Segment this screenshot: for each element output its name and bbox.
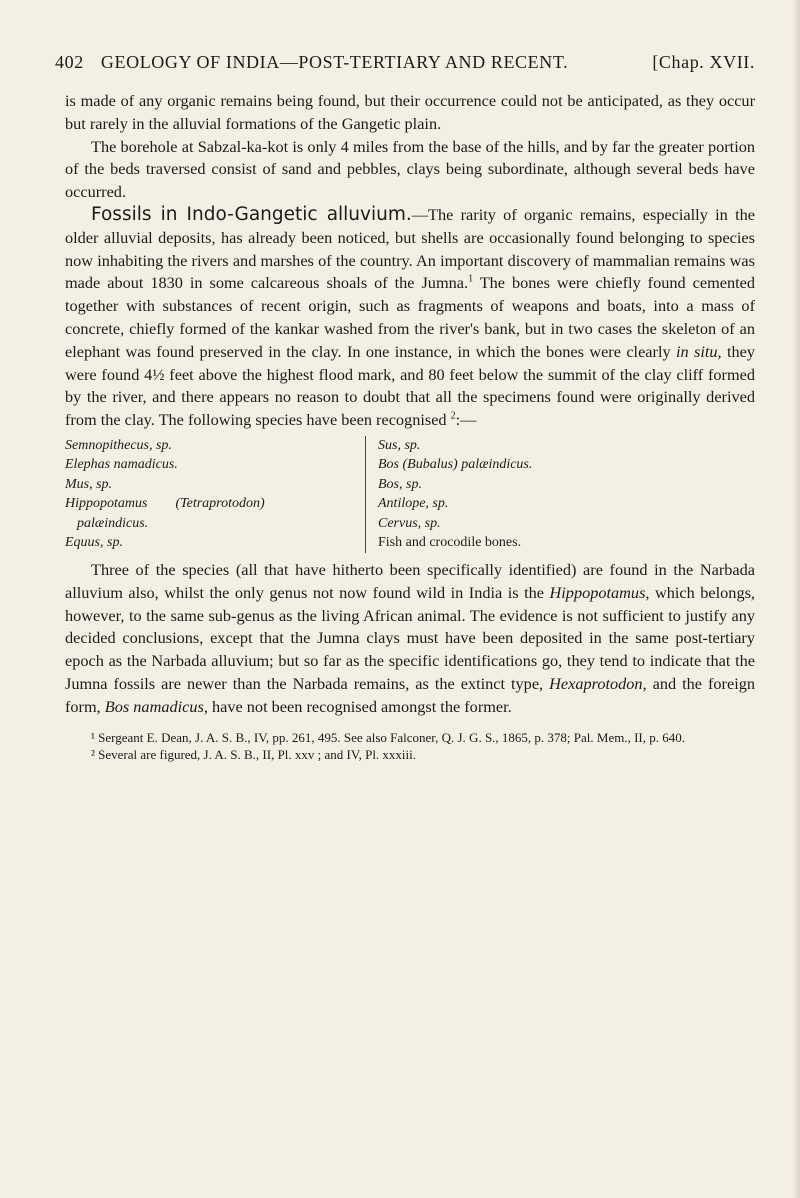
page-edge-shadow [792, 0, 800, 1198]
chapter-label: [Chap. XVII. [652, 52, 755, 72]
paragraph-1: is made of any organic remains being found, but their occurrence could not be anticipated, as they occur but rarely in the alluvial formations of the Gangetic plain. [65, 91, 755, 133]
genus-hippopotamus: Hippopotamus [549, 582, 646, 602]
species-item: Mus, sp. [65, 476, 113, 492]
species-column-left [65, 436, 365, 553]
species-item: Semnopithecus, sp. [65, 437, 172, 453]
footnote-1: ¹ Sergeant E. Dean, J. A. S. B., IV, pp. 261, 495. See also Falconer, Q. J. G. S., 1865, p. 378; Pal. Mem., II, p. 640. [91, 729, 685, 745]
paragraph-3-text-d: :— [455, 410, 477, 430]
species-list [65, 436, 755, 553]
running-head [55, 52, 755, 73]
paragraph-4-text-c: , and the foreign form, [65, 673, 755, 716]
paragraph-4-text-a: Three of the species (all that have hitherto been specifically identified) are found in the Narbada alluvium also, whilst the only genus not now found wild in India is the [65, 559, 755, 602]
running-title: GEOLOGY OF INDIA—POST-TERTIARY AND RECENT. [100, 52, 569, 72]
species-item: Sus, sp. [378, 437, 421, 453]
paragraph-2: The borehole at Sabzal-ka-kot is only 4 miles from the base of the hills, and by far the greater portion of the beds traversed consist of sand and pebbles, clays being subordinate, although several beds have occurred. [65, 136, 755, 202]
species-item [65, 494, 365, 514]
paragraph-4 [65, 559, 755, 719]
section-heading: Fossils in Indo-Gangetic alluvium. [91, 203, 412, 225]
paragraph-3 [65, 204, 755, 432]
species-item: Elephas namadicus. [65, 457, 178, 473]
species-item: Fish and crocodile bones. [378, 535, 522, 551]
species-column-right [365, 436, 738, 553]
page-number: 402 [55, 52, 84, 72]
paragraph-4-text-d: , have not been recognised amongst the former. [203, 696, 512, 716]
body-text [65, 90, 755, 763]
genus-hexaprotodon: Hexaprotodon [549, 673, 643, 693]
footnotes [65, 729, 755, 763]
footnote-ref-2: 2 [450, 410, 456, 422]
species-item: palæindicus. [77, 515, 149, 531]
paragraph-3-text-a: —The rarity of organic remains, especially in the older alluvial deposits, has already been noticed, but shells are occasionally found belonging to species now inhabiting the rivers and marshes of the country. An important discovery of mammalian remains was made about 1830 in some calcareous shoals of the Jumna. [65, 204, 755, 293]
species-genus: Hippopotamus [65, 496, 148, 512]
footnote-2: ² Several are figured, J. A. S. B., II, Pl. xxv ; and IV, Pl. xxxiii. [91, 746, 417, 762]
species-subgenus: (Tetraprotodon) [175, 496, 265, 512]
species-item: Equus, sp. [65, 535, 123, 551]
species-item: Cervus, sp. [378, 515, 441, 531]
footnote-ref-1: 1 [468, 273, 474, 285]
species-bos-namadicus: Bos namadicus [104, 696, 204, 716]
paragraph-4-text-b: , which belongs, however, to the same sub-genus as the living African animal. The evidence is not sufficient to justify any decided conclusions, except that the Jumna clays must have been deposited in the same post-tertiary epoch as the Narbada alluvium; but so far as the specific identifications go, they tend to indicate that the Jumna fossils are newer than the Narbada remains, as the extinct type, [65, 582, 755, 693]
species-item: Bos (Bubalus) palæindicus. [378, 457, 533, 473]
paragraph-3-text-c: , they were found 4½ feet above the highest flood mark, and 80 feet below the summit of the clay cliff formed by the river, and there appears no reason to doubt that all the specimens found were originally derived from the clay. The following species have been recognised [65, 341, 755, 430]
paragraph-3-text-b: The bones were chiefly found cemented together with substances of recent origin, such as fragments of weapons and boats, into a mass of concrete, chiefly formed of the kankar washed from the river's bank, but in two cases the skeleton of an elephant was found preserved in the clay. In one instance, in which the bones were clearly [65, 273, 755, 361]
species-item: Bos, sp. [378, 476, 422, 492]
species-item: Antilope, sp. [378, 496, 449, 512]
in-situ-term: in situ [675, 341, 718, 361]
